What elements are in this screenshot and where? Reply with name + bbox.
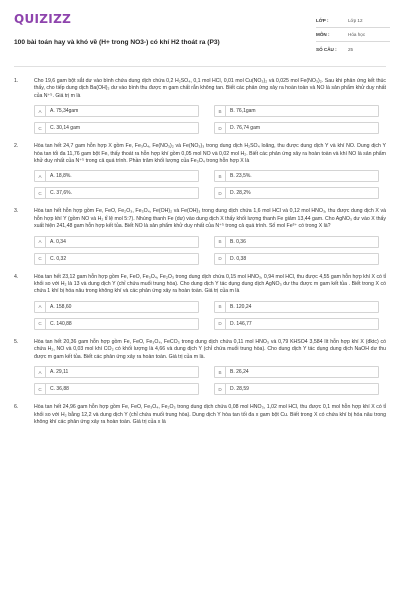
answer-options bbox=[34, 105, 386, 134]
answer-option-a[interactable] bbox=[34, 170, 199, 182]
answer-option-c[interactable] bbox=[34, 122, 199, 134]
answer-option-c[interactable] bbox=[34, 253, 199, 265]
worksheet-title: 100 bài toán hay và khó về (H+ trong NO3-) có khí H2 thoát ra (P3) bbox=[14, 39, 220, 46]
meta-row-question-count bbox=[316, 42, 390, 56]
option-text: C. 0,32 bbox=[50, 255, 67, 262]
quizizz-logo: QUIZIZZ bbox=[14, 12, 72, 26]
option-text: D. 146,77 bbox=[230, 320, 252, 327]
question-number: 4. bbox=[14, 273, 19, 280]
option-letter-box: B bbox=[215, 302, 226, 312]
option-letter-box: D bbox=[215, 254, 226, 264]
option-text: A. 0,34 bbox=[50, 238, 66, 245]
question-text: Hòa tan hết hỗn hợp gồm Fe, FeO, Fe₂O₃, Fe₃O₄, Fe(OH)₂ và Fe(OH)₃ trong dung dịch chứa 1,6 mol HCl và 0,12 mol HNO₃, thu được dung dịch X và hỗn hợp khí Y (gồm NO và H₂ tỉ lệ mol 5:7). Nhúng thanh Fe (dư) vào dung dịch X thấy khối lượng thanh Fe giảm 13,44 gam. Cho AgNO₃ dư vào X thấy xuất hiện 241,48 gam hỗn hợp kết tủa. Biết NO là sản phẩm khử duy nhất của N⁺⁵ trong cả quá trình. Số mol Fe³⁺ có trong X là? bbox=[34, 208, 386, 230]
option-letter-box: D bbox=[215, 188, 226, 198]
option-text: C. 140,88 bbox=[50, 320, 72, 327]
meta-row-class bbox=[316, 14, 390, 28]
option-text: C. 30,14 gam bbox=[50, 125, 81, 132]
option-text: A. 158,60 bbox=[50, 303, 72, 310]
option-text: C. 36,88 bbox=[50, 386, 69, 393]
question-text: Hòa tan hết 23,12 gam hỗn hợp gồm Fe, FeO, Fe₃O₄, Fe₂O₃ trong dung dịch chứa 0,15 mol HNO₃, 0,94 mol HCl, thu được 4,55 gam hỗn hợp khí X có tỉ khối so với H₂ là 13 và dung dịch Y (chỉ chứa muối trung hòa). Cho dung dịch Y tác dụng dung dịch AgNO₃ dư thu được m gam kết tủa . Biết trong X có chứa 1 khí bị hóa nâu trong không khí và các phản ứng xảy ra hoàn toàn. Giá trị của m là bbox=[34, 273, 386, 295]
meta-value-question-count: 25 bbox=[348, 46, 354, 52]
option-letter-box: B bbox=[215, 106, 226, 116]
option-text: D. 28,2% bbox=[230, 190, 251, 197]
option-text: D. 0,38 bbox=[230, 255, 247, 262]
answer-option-b[interactable] bbox=[214, 301, 379, 313]
option-letter-box: B bbox=[215, 171, 226, 181]
answer-options bbox=[34, 170, 386, 199]
option-text: C. 37,6%. bbox=[50, 190, 72, 197]
answer-option-c[interactable] bbox=[34, 318, 199, 330]
answer-option-a[interactable] bbox=[34, 301, 199, 313]
answer-option-d[interactable] bbox=[214, 187, 379, 199]
question-text: Hòa tan hết 20,36 gam hỗn hợp gồm Fe, FeO, Fe₃O₄, FeCO₃ trong dung dịch chứa 0,11 mol HNO₃ và 0,79 KHSO4 3,584 lít hỗn hợp khí X (đktc) có chứa H₂, NO và 0,03 mol khí CO₂ có khối lượng là 4,66 và dung dịch Y (chỉ chứa muối trung hòa). Cho dung dịch Y tác dụng dung dịch NaOH dư thu được m gam kết tủa. Biết các phản ứng xảy ra hoàn toàn. Giá trị của m là. bbox=[34, 338, 386, 360]
answer-option-b[interactable] bbox=[214, 366, 379, 378]
option-text: B. 0,36 bbox=[230, 238, 246, 245]
answer-option-d[interactable] bbox=[214, 383, 379, 395]
answer-option-b[interactable] bbox=[214, 236, 379, 248]
answer-option-a[interactable] bbox=[34, 236, 199, 248]
answer-option-b[interactable] bbox=[214, 105, 379, 117]
option-letter-box: A bbox=[35, 171, 46, 181]
option-letter-box: C bbox=[35, 254, 46, 264]
answer-options bbox=[34, 366, 386, 395]
option-text: B. 76,1gam bbox=[230, 108, 256, 115]
option-letter-box: C bbox=[35, 319, 46, 329]
question-5 bbox=[14, 339, 386, 395]
option-letter-box: B bbox=[215, 367, 226, 377]
option-text: B. 26,24 bbox=[230, 369, 249, 376]
answer-option-d[interactable] bbox=[214, 318, 379, 330]
option-letter-box: D bbox=[215, 123, 226, 133]
meta-value-class: Lớp 12 bbox=[348, 18, 363, 23]
meta-label-question-count: SỐ CÂU : bbox=[316, 46, 337, 52]
question-4 bbox=[14, 274, 386, 330]
question-text: Hòa tan hết 24,96 gam hỗn hợp gồm Fe, FeO, Fe₃O₄, Fe₂O₃ trong dung dịch chứa 0,08 mol HNO₃, 1,02 mol HCl, thu được 0,1 mol hỗn hợp khí X có tỉ khối so với H₂ bằng 12,2 và dung dịch Y (chỉ chứa muối trung hòa). Dung dịch Y hòa tan tối đa x gam bột Cu. Biết trong X có chứa khí bị hóa nâu trong không khí các phản ứng xảy ra hoàn toàn. Giá trị của x là bbox=[34, 404, 386, 425]
answer-options bbox=[34, 301, 386, 330]
question-text: Cho 19,6 gam bột sắt dư vào bình chứa dung dịch chứa 0,2 H₂SO₄, 0,1 mol HCl, 0,01 mol Cu(NO₃)₂ và 0,025 mol Fe(NO₃)₂. Sau khi phản ứng kết thúc thấy, cho tiếp dung dịch Ba(OH)₂ dư vào bình thu được m gam chất rắn không tan. Biết các phản ứng xảy ra hoàn toàn và NO là sản phẩm khử duy nhất của N⁺⁵. Giá trị m là bbox=[34, 78, 386, 99]
answer-option-a[interactable] bbox=[34, 105, 199, 117]
question-list bbox=[14, 78, 386, 435]
question-number: 2. bbox=[14, 143, 19, 150]
answer-options bbox=[34, 236, 386, 265]
option-text: D. 28,59 bbox=[230, 386, 249, 393]
answer-option-c[interactable] bbox=[34, 383, 199, 395]
answer-option-b[interactable] bbox=[214, 170, 379, 182]
question-3 bbox=[14, 208, 386, 264]
header-divider bbox=[14, 66, 386, 67]
question-2 bbox=[14, 143, 386, 199]
meta-label-subject: MÔN : bbox=[316, 32, 330, 37]
option-letter-box: A bbox=[35, 237, 46, 247]
option-letter-box: D bbox=[215, 384, 226, 394]
option-letter-box: A bbox=[35, 367, 46, 377]
option-text: B. 23,5%. bbox=[230, 173, 252, 180]
option-letter-box: C bbox=[35, 188, 46, 198]
question-number: 1. bbox=[14, 78, 19, 84]
question-6 bbox=[14, 404, 386, 426]
meta-row-subject bbox=[316, 28, 390, 42]
question-1 bbox=[14, 78, 386, 134]
option-text: B. 120,24 bbox=[230, 303, 252, 310]
worksheet-header bbox=[14, 12, 386, 62]
worksheet-meta-table bbox=[316, 14, 390, 56]
option-text: D. 76,74 gam bbox=[230, 125, 261, 132]
answer-option-a[interactable] bbox=[34, 366, 199, 378]
option-letter-box: A bbox=[35, 302, 46, 312]
question-number: 6. bbox=[14, 404, 19, 411]
meta-value-subject: Hóa học bbox=[348, 32, 366, 37]
option-text: A. 75,34gam bbox=[50, 108, 79, 115]
option-letter-box: C bbox=[35, 123, 46, 133]
option-letter-box: C bbox=[35, 384, 46, 394]
option-text: A. 29,11 bbox=[50, 369, 69, 376]
option-letter-box: D bbox=[215, 319, 226, 329]
answer-option-c[interactable] bbox=[34, 187, 199, 199]
meta-label-class: LỚP : bbox=[316, 18, 329, 23]
answer-option-d[interactable] bbox=[214, 253, 379, 265]
option-letter-box: B bbox=[215, 237, 226, 247]
option-text: A. 18,8%. bbox=[50, 173, 72, 180]
question-number: 5. bbox=[14, 338, 19, 345]
option-letter-box: A bbox=[35, 106, 46, 116]
question-text: Hòa tan hết 24,7 gam hỗn hợp X gồm Fe, Fe₃O₄, Fe(NO₃)₂ và Fe(NO₃)₃ trong dung dịch H₂SO₄ loãng, thu được dung dịch Y và khí NO. Dung dịch Y hòa tan tối đa 11,76 gam bột Fe, thấy thoát ra hỗn hợp khí gồm 0,05 mol NO và 0,02 mol H₂. Biết các phản ứng xảy ra hoàn toàn và khí NO là sản phẩm khử duy nhất của N⁺⁵ trong cả quá trình. Phần trăm khối lượng của Fe₃O₄ trong hỗn hợp X là bbox=[34, 143, 386, 165]
answer-option-d[interactable] bbox=[214, 122, 379, 134]
question-number: 3. bbox=[14, 208, 19, 215]
